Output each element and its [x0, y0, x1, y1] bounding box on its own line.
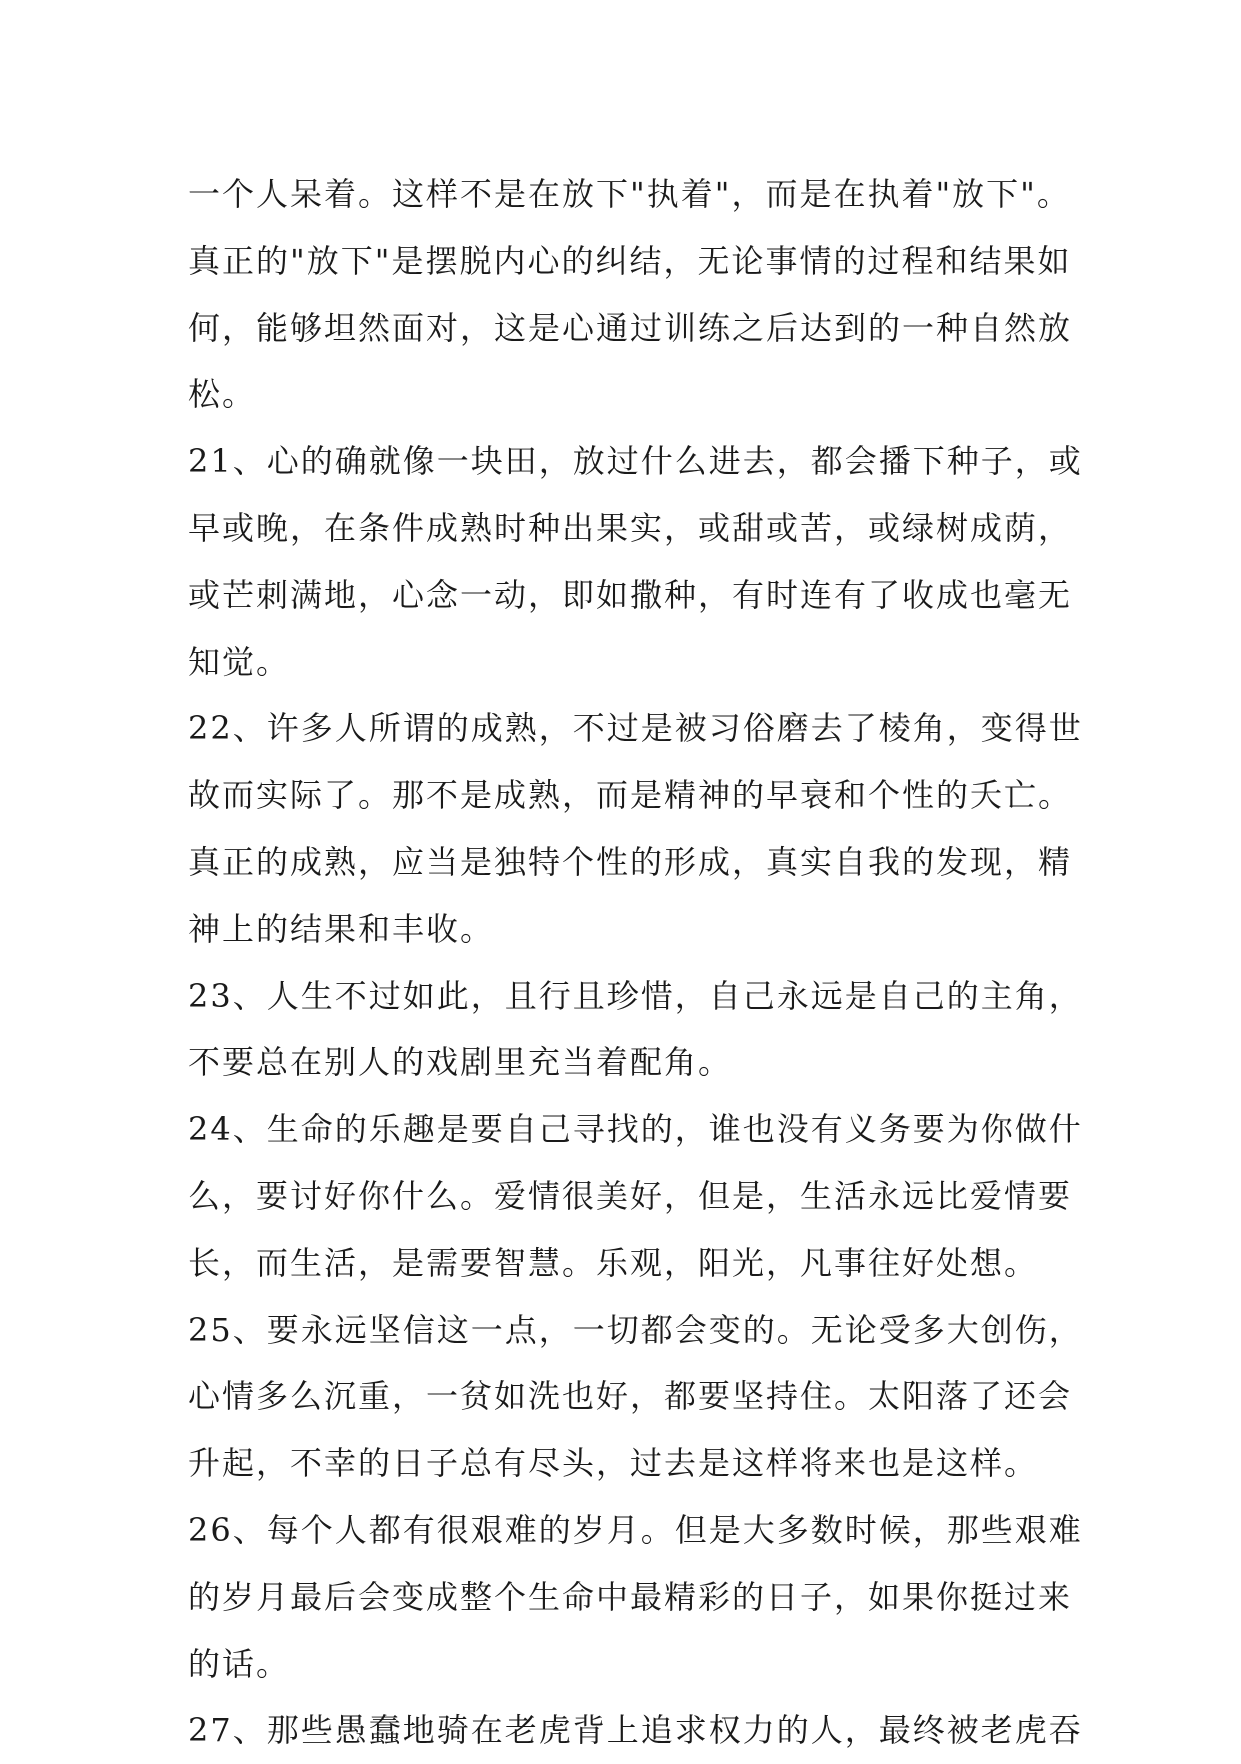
- text-line: 心情多么沉重，一贫如洗也好，都要坚持住。太阳落了还会: [188, 1377, 1073, 1416]
- text-line: 真正的"放下"是摆脱内心的纠结，无论事情的过程和结果如: [188, 241, 1072, 280]
- text-line: 26、每个人都有很艰难的岁月。但是大多数时候，那些艰难: [188, 1510, 1083, 1549]
- text-line: 不要总在别人的戏剧里充当着配角。: [188, 1043, 733, 1082]
- text-line: 真正的成熟，应当是独特个性的形成，真实自我的发现，精: [188, 842, 1073, 881]
- text-line: 的岁月最后会变成整个生命中最精彩的日子，如果你挺过来: [188, 1577, 1073, 1616]
- text-line: 24、生命的乐趣是要自己寻找的，谁也没有义务要为你做什: [188, 1110, 1083, 1149]
- text-line: 27、那些愚蠢地骑在老虎背上追求权力的人，最终被老虎吞: [188, 1711, 1083, 1750]
- text-line: 22、许多人所谓的成熟，不过是被习俗磨去了棱角，变得世: [188, 709, 1083, 748]
- text-line: 故而实际了。那不是成熟，而是精神的早衰和个性的夭亡。: [188, 776, 1073, 815]
- body-text: [188, 161, 1083, 1764]
- text-line: 知觉。: [188, 642, 291, 681]
- text-line: 或芒刺满地，心念一动，即如撒种，有时连有了收成也毫无: [188, 575, 1073, 614]
- text-line: 21、心的确就像一块田，放过什么进去，都会播下种子，或: [188, 442, 1083, 481]
- text-line: 的话。: [188, 1644, 291, 1683]
- text-line: 何，能够坦然面对，这是心通过训练之后达到的一种自然放: [188, 308, 1073, 347]
- text-line: 么，要讨好你什么。爱情很美好，但是，生活永远比爱情要: [188, 1176, 1073, 1215]
- text-line: 早或晚，在条件成熟时种出果实，或甜或苦，或绿树成荫，: [188, 508, 1073, 547]
- text-line: 松。: [188, 375, 257, 414]
- text-line: 长，而生活，是需要智慧。乐观，阳光，凡事往好处想。: [188, 1243, 1039, 1282]
- text-line: 升起，不幸的日子总有尽头，过去是这样将来也是这样。: [188, 1444, 1039, 1483]
- text-line: 神上的结果和丰收。: [188, 909, 495, 948]
- text-line: 25、要永远坚信这一点，一切都会变的。无论受多大创伤，: [188, 1310, 1083, 1349]
- text-line: 23、人生不过如此，且行且珍惜，自己永远是自己的主角，: [188, 976, 1083, 1015]
- text-line: 一个人呆着。这样不是在放下"执着"，而是在执着"放下"。: [188, 175, 1071, 213]
